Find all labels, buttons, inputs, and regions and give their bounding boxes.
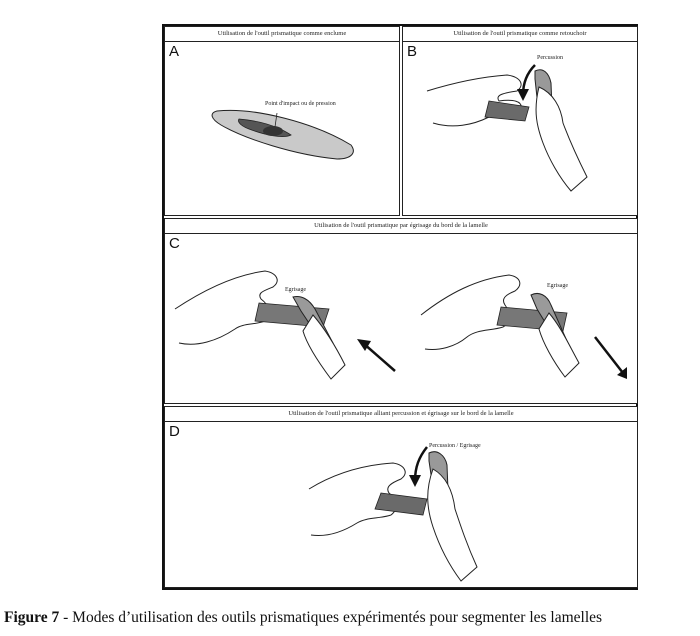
percussion-grinding-illustration bbox=[165, 407, 639, 589]
percussion-grinding-label: Percussion / Egrisage bbox=[429, 443, 481, 449]
percussion-label: Percussion bbox=[537, 55, 563, 61]
panel-b-title: Utilisation de l'outil prismatique comme retouchoir bbox=[403, 27, 637, 42]
figure-frame bbox=[162, 24, 638, 590]
grinding-illustration bbox=[165, 219, 639, 405]
panel-a-title: Utilisation de l'outil prismatique comme enclume bbox=[165, 27, 399, 42]
panel-c-title: Utilisation de l'outil prismatique par égrisage du bord de la lamelle bbox=[165, 219, 637, 234]
panel-a bbox=[164, 26, 400, 216]
panel-d-letter: D bbox=[169, 423, 180, 440]
figure-number: Figure 7 bbox=[4, 609, 60, 626]
panel-a-letter: A bbox=[169, 43, 180, 60]
figure-caption bbox=[4, 609, 602, 627]
figure-caption-text: - Modes d’utilisation des outils prismatiques expérimentés pour segmenter les lamelles bbox=[59, 609, 603, 626]
panel-c bbox=[164, 218, 638, 404]
anvil-illustration bbox=[165, 27, 401, 217]
retoucher-illustration bbox=[403, 27, 639, 217]
panel-c-letter: C bbox=[169, 235, 180, 252]
panel-b bbox=[402, 26, 638, 216]
panel-d-title: Utilisation de l'outil prismatique alliant percussion et égrisage sur le bord de la lamelle bbox=[165, 407, 637, 422]
panel-b-letter: B bbox=[407, 43, 418, 60]
panel-d bbox=[164, 406, 638, 588]
grinding-label-left: Egrisage bbox=[285, 287, 306, 293]
grinding-label-right: Egrisage bbox=[547, 283, 568, 289]
impact-point-label: Point d'impact ou de pression bbox=[265, 101, 336, 107]
